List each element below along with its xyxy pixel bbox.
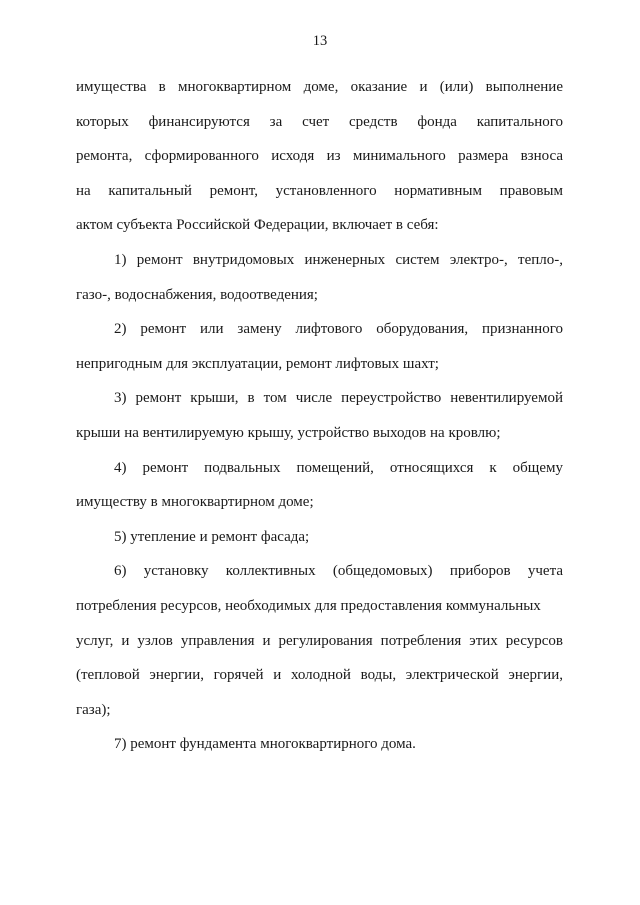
text-line: имуществу в многоквартирном доме; <box>76 494 314 511</box>
list-item-1: 1) ремонт внутридомовых инженерных систем электро-, тепло-, <box>114 251 563 268</box>
list-item-5: 5) утепление и ремонт фасада; <box>114 528 310 545</box>
text-line: имущества в многоквартирном доме, оказание и (или) выполнение <box>76 79 563 95</box>
text-line: газа); <box>76 701 111 718</box>
list-item-2: 2) ремонт или замену лифтового оборудования, признанного <box>114 321 563 338</box>
text-line: ремонта, сформированного исходя из минимального размера взноса <box>76 148 563 165</box>
list-item-4: 4) ремонт подвальных помещений, относящихся к общему <box>114 459 563 476</box>
text-line: газо-, водоснабжения, водоотведения; <box>76 286 318 303</box>
text-line: которых финансируются за счет средств фонда капитального <box>76 113 563 130</box>
text-line: непригодным для эксплуатации, ремонт лифтовых шахт; <box>76 355 439 372</box>
text-line: крыши на вентилируемую крышу, устройство выходов на кровлю; <box>76 424 501 441</box>
text-line: (тепловой энергии, горячей и холодной воды, электрической энергии, <box>76 667 563 684</box>
page-number: 13 <box>312 33 328 49</box>
body-text <box>76 70 563 762</box>
list-item-6: 6) установку коллективных (общедомовых) приборов учета <box>114 563 563 580</box>
list-item-7: 7) ремонт фундамента многоквартирного дома. <box>114 736 416 753</box>
list-item-3: 3) ремонт крыши, в том числе переустройство невентилируемой <box>114 390 563 407</box>
text-line: потребления ресурсов, необходимых для предоставления коммунальных <box>76 597 541 614</box>
text-line: на капитальный ремонт, установленного нормативным правовым <box>76 182 563 199</box>
text-line: услуг, и узлов управления и регулирования потребления этих ресурсов <box>76 632 563 649</box>
text-line: актом субъекта Российской Федерации, включает в себя: <box>76 217 439 234</box>
